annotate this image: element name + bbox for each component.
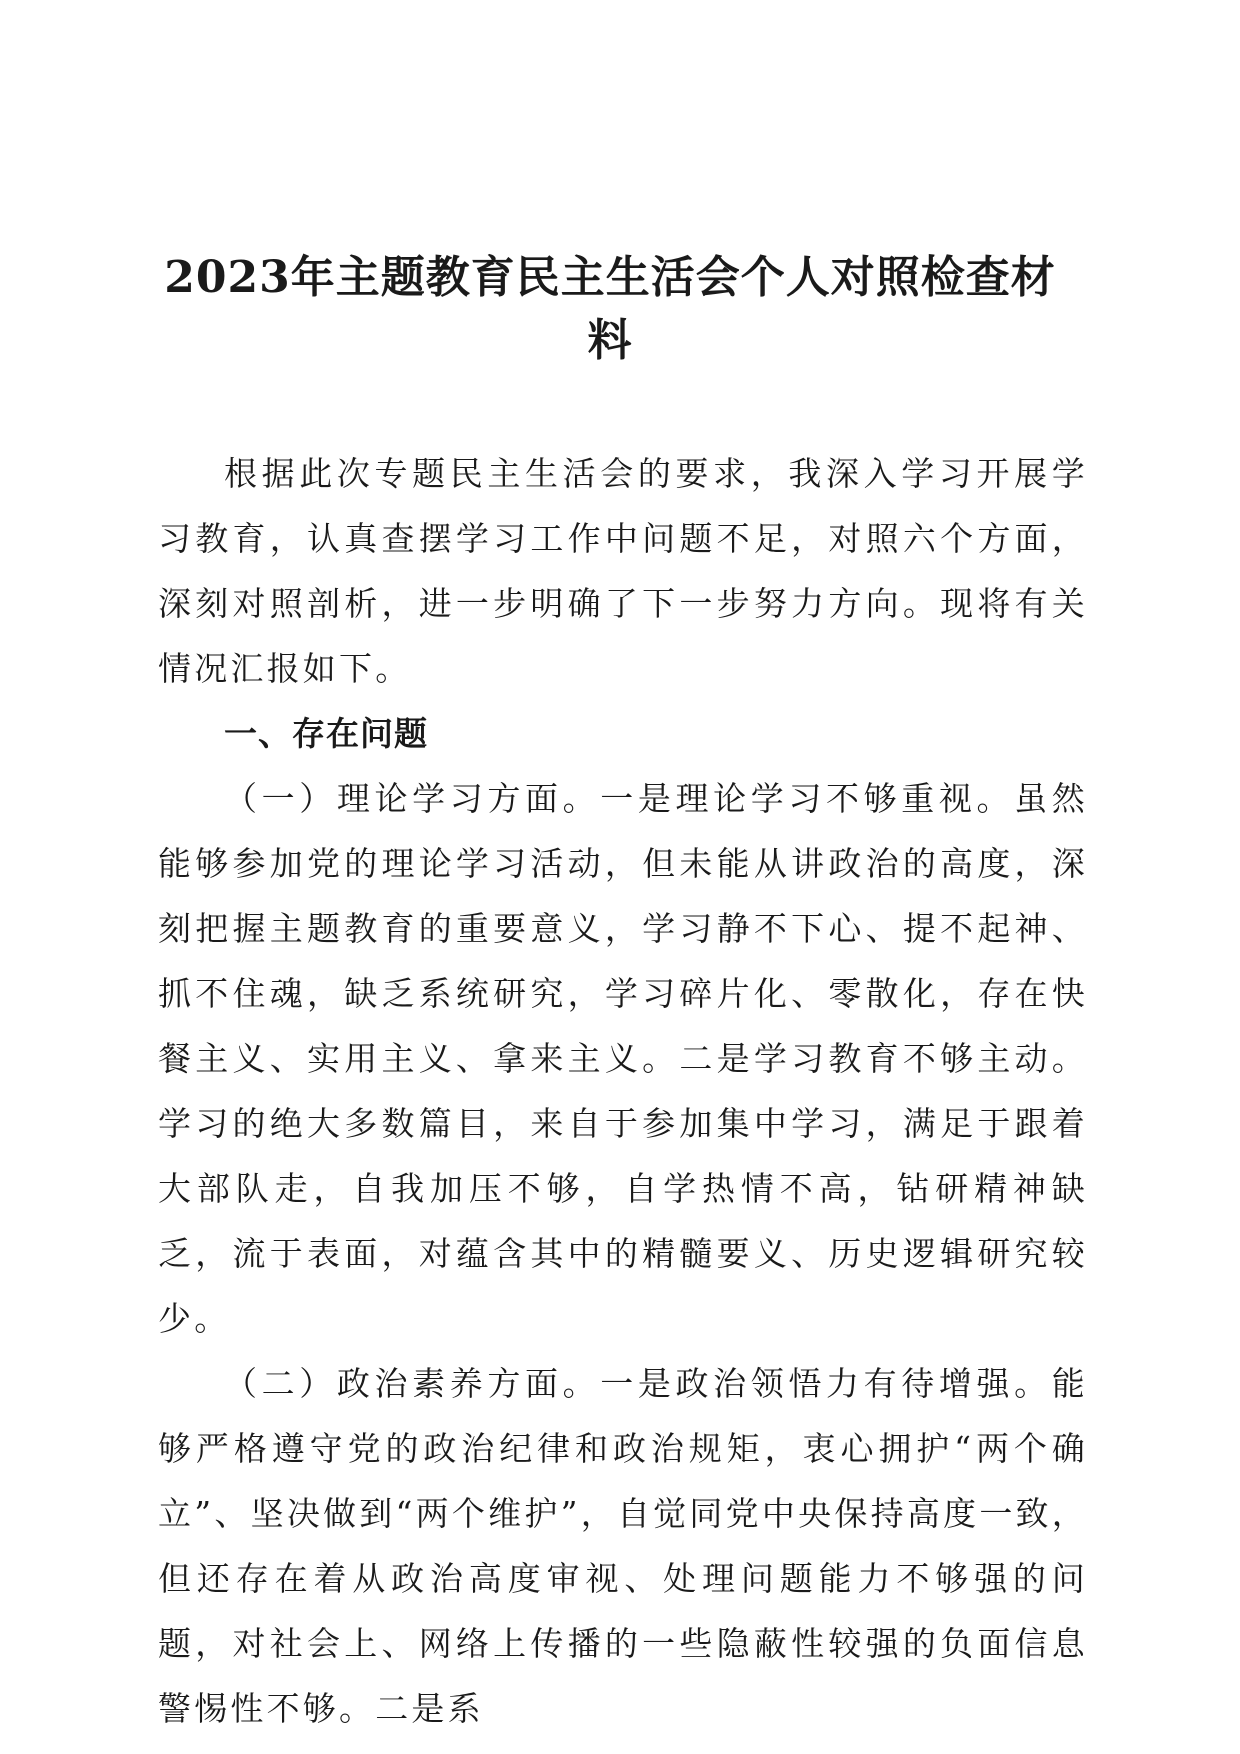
paragraph-theory-study: （一）理论学习方面。一是理论学习不够重视。虽然能够参加党的理论学习活动，但未能从讲政治的高度，深刻把握主题教育的重要意义，学习静不下心、提不起神、抓不住魂，缺乏系统研究，学习碎片化、零散化，存在快餐主义、实用主义、拿来主义。二是学习教育不够主动。学习的绝大多数篇目，来自于参加集中学习，满足于跟着大部队走，自我加压不够，自学热情不高，钻研精神缺乏，流于表面，对蕴含其中的精髓要义、历史逻辑研究较少。 [158,779,1088,1338]
intro-paragraph: 根据此次专题民主生活会的要求，我深入学习开展学习教育，认真查摆学习工作中问题不足，对照六个方面，深刻对照剖析，进一步明确了下一步努力方向。现将有关情况汇报如下。 [158,454,1088,688]
document-title: 2023年主题教育民主生活会个人对照检查材料 [164,252,1056,366]
section-heading-problems: 一、存在问题 [224,714,428,753]
document-body [158,441,1088,1741]
paragraph-political-literacy: （二）政治素养方面。一是政治领悟力有待增强。能够严格遵守党的政治纪律和政治规矩，衷心拥护“两个确立”、坚决做到“两个维护”，自觉同党中央保持高度一致，但还存在着从政治高度审视、处理问题能力不够强的问题，对社会上、网络上传播的一些隐蔽性较强的负面信息警惕性不够。二是系 [158,1364,1088,1728]
